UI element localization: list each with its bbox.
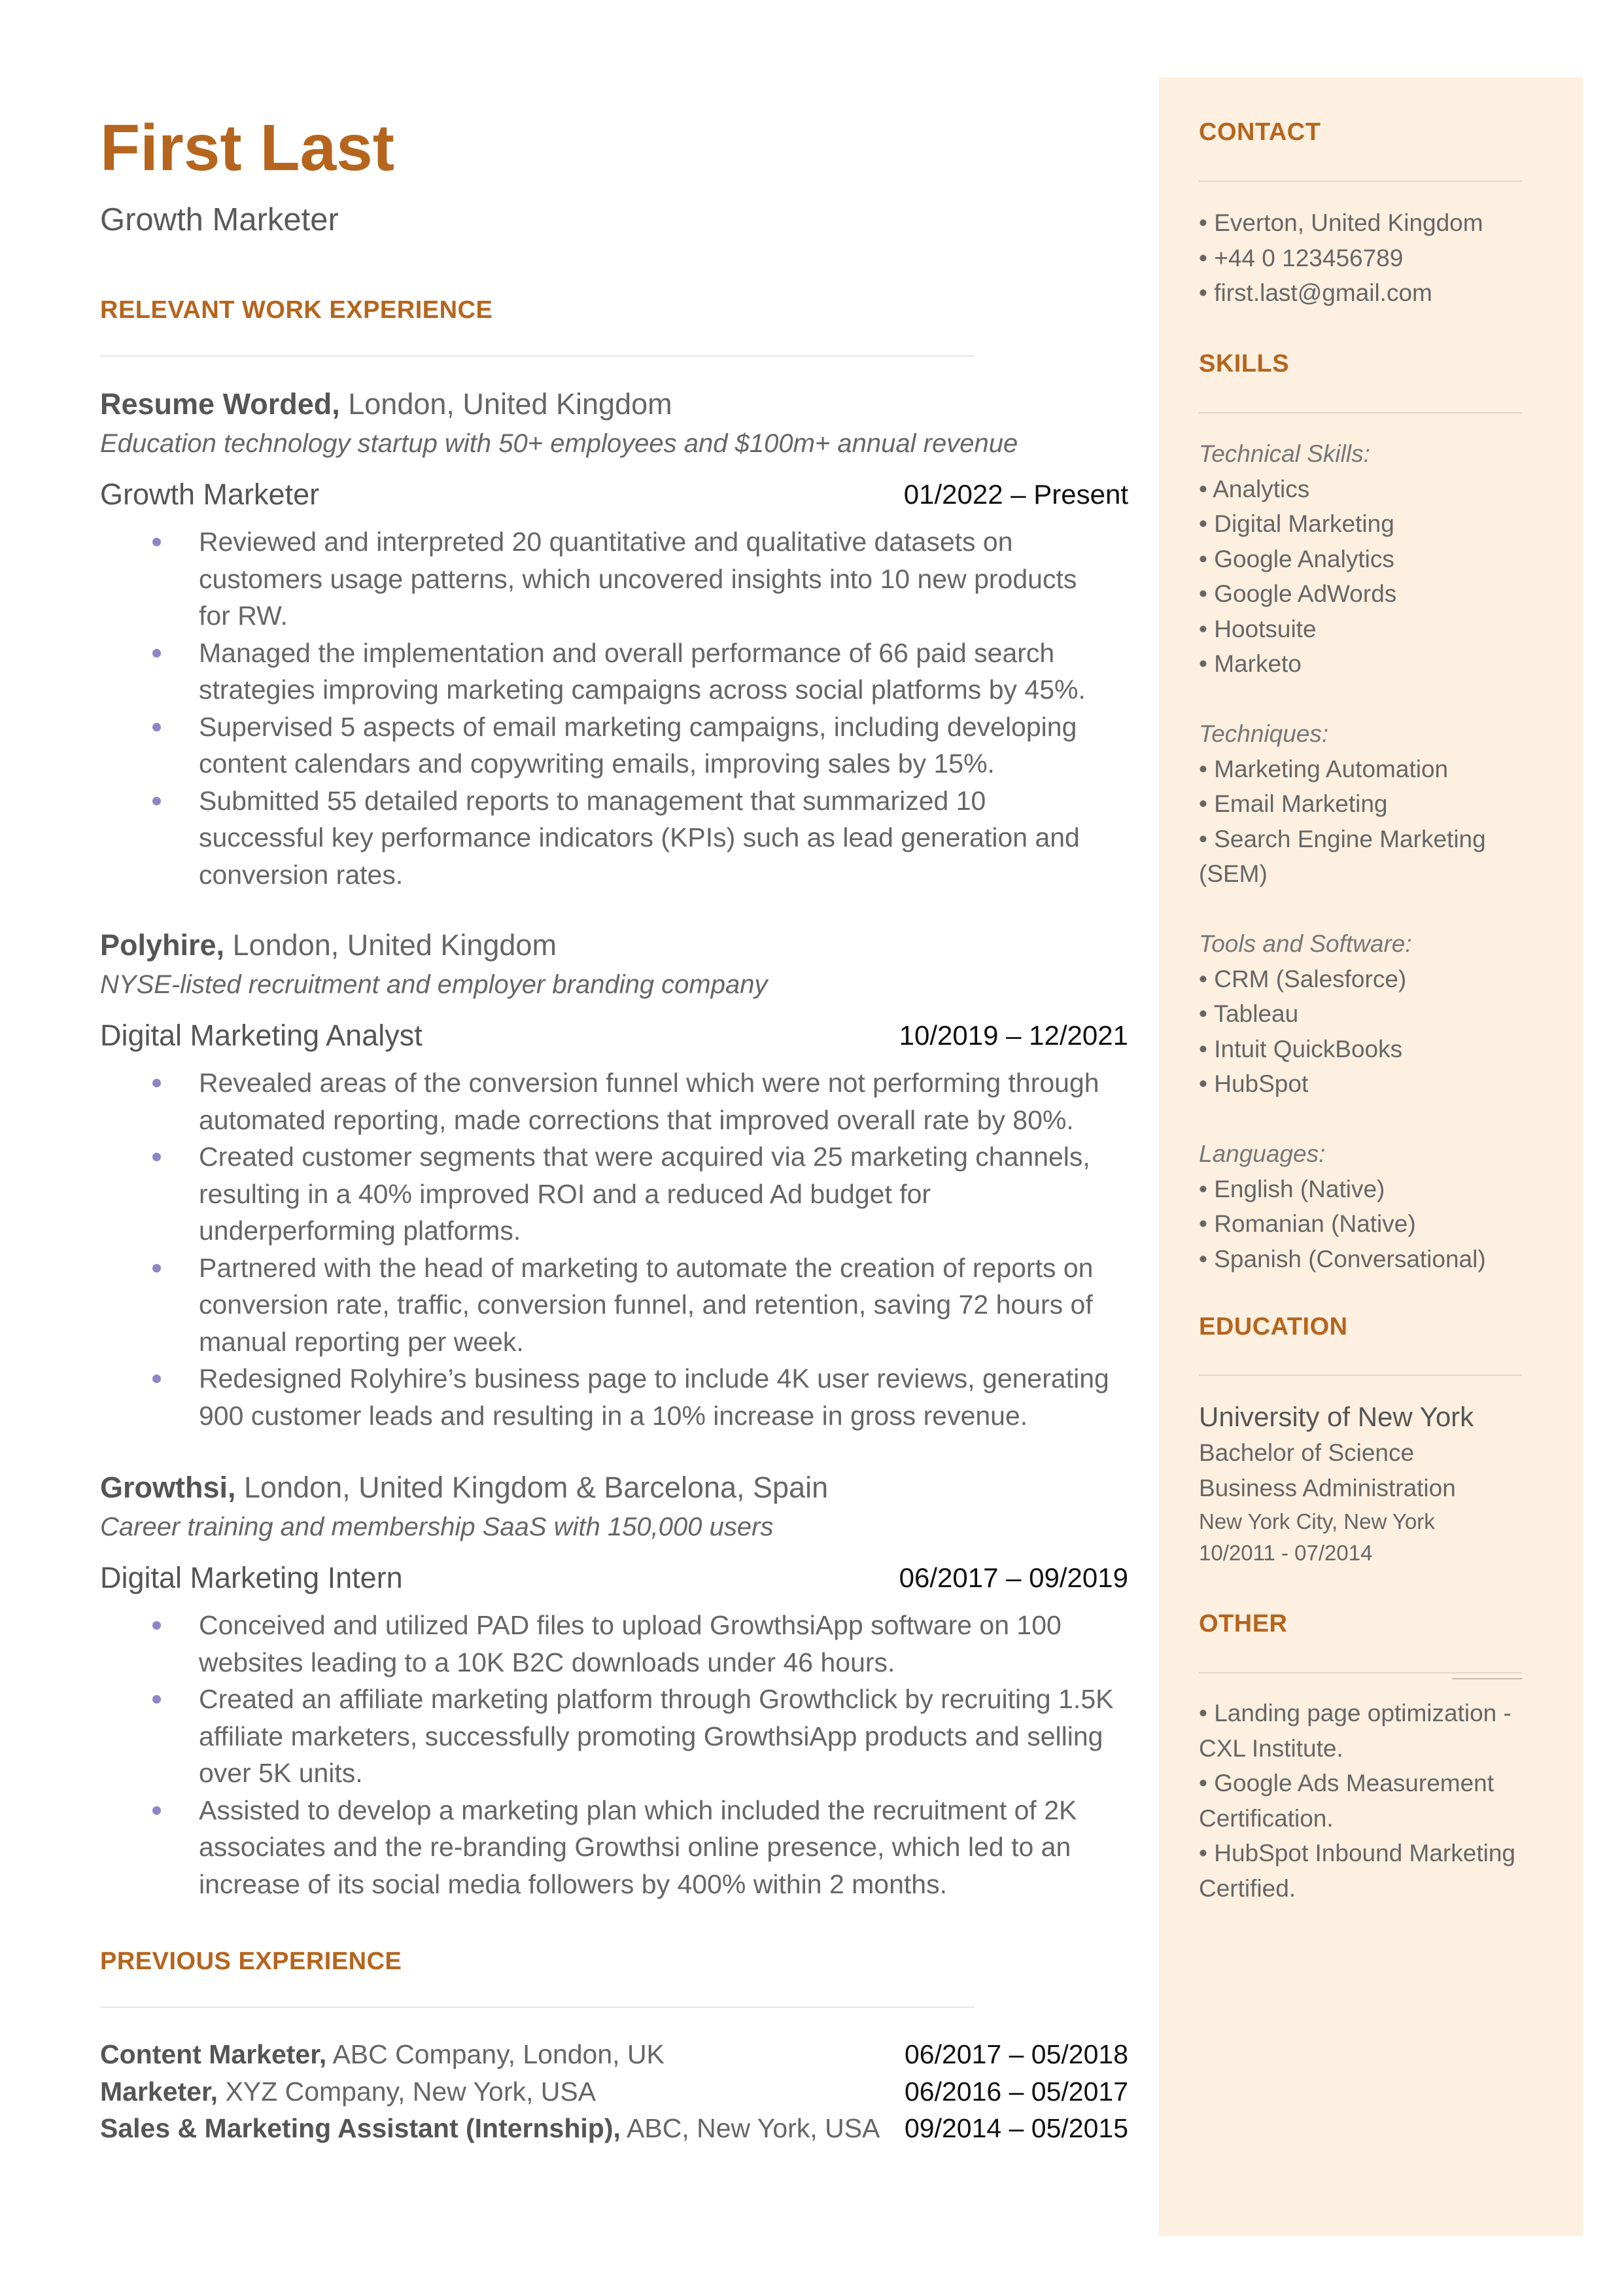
previous-role-dates: 06/2017 – 05/2018 (905, 2039, 1128, 2069)
skills-list (1199, 436, 1552, 1276)
company-line (100, 926, 1128, 965)
bullet-dot-icon (152, 1375, 161, 1383)
bullet-item: Created an affiliate marketing platform through Growthclick by recruiting 1.5K affiliate marketers, successfully promoting GrowthsiApp products and selling over 5K units. (100, 1681, 1128, 1792)
skills-category-label: Technical Skills: (1199, 440, 1370, 467)
company-line (100, 385, 1128, 424)
bullet-item: Managed the implementation and overall performance of 66 paid search strategies improving marketing campaigns across social platforms by 45%. (100, 635, 1128, 709)
company-description: Education technology startup with 50+ employees and $100m+ annual revenue (100, 429, 1018, 458)
company-location: London, United Kingdom (339, 387, 672, 421)
skill-item: • Spanish (Conversational) (1199, 1245, 1486, 1272)
section-divider (1199, 181, 1522, 182)
candidate-title: Growth Marketer (100, 202, 339, 237)
previous-role-row: Content Marketer, ABC Company, London, UK 06/2017 – 05/2018 (100, 2036, 1128, 2073)
skill-item: • Marketing Automation (1199, 755, 1449, 782)
skill-item: • Romanian (Native) (1199, 1210, 1416, 1237)
skills-category-label: Languages: (1199, 1140, 1326, 1167)
section-heading-work: RELEVANT WORK EXPERIENCE (100, 296, 493, 324)
other-item: • Google Ads Measurement (1199, 1770, 1494, 1796)
contact-list (1199, 205, 1552, 311)
skill-item: • Email Marketing (1199, 790, 1388, 817)
job-entry (100, 926, 1128, 1434)
education-location: New York City, New York (1199, 1509, 1435, 1533)
previous-experience-list (100, 2036, 1128, 2147)
job-role: Growth Marketer (100, 478, 320, 511)
bullet-item: Created customer segments that were acquired via 25 marketing channels, resulting in a 40% improved ROI and a reduced Ad budget for underperforming platforms. (100, 1138, 1128, 1250)
job-role: Digital Marketing Analyst (100, 1019, 423, 1052)
skill-item: • Google Analytics (1199, 545, 1394, 572)
bullet-dot-icon (152, 1264, 161, 1272)
skill-item: • Search Engine Marketing (1199, 825, 1486, 852)
skill-item: (SEM) (1199, 860, 1268, 887)
job-dates: 01/2022 – Present (903, 479, 1128, 510)
other-item-continued: CXL Institute. (1199, 1734, 1343, 1762)
section-heading-previous: PREVIOUS EXPERIENCE (100, 1948, 402, 1975)
section-heading-other: OTHER (1199, 1610, 1288, 1638)
education-dates: 10/2011 - 07/2014 (1199, 1541, 1373, 1565)
section-divider (1199, 412, 1522, 413)
section-divider (1199, 1375, 1522, 1376)
company-line (100, 1468, 1128, 1507)
other-item: • Landing page optimization - (1199, 1700, 1512, 1726)
previous-role-row: Sales & Marketing Assistant (Internship), ABC, New York, USA 09/2014 – 05/2015 (100, 2110, 1128, 2147)
skills-category-label: Tools and Software: (1199, 930, 1412, 957)
company-name: Polyhire, (100, 928, 225, 962)
skill-item: • Digital Marketing (1199, 510, 1394, 537)
candidate-name: First Last (100, 111, 395, 184)
bullet-dot-icon (152, 1621, 161, 1630)
bullet-item: Supervised 5 aspects of email marketing campaigns, including developing content calendars and copywriting emails, improving sales by 15%. (100, 709, 1128, 782)
skill-item: • CRM (Salesforce) (1199, 965, 1407, 992)
contact-email[interactable]: • first.last@gmail.com (1199, 279, 1432, 306)
other-item-continued: Certification. (1199, 1804, 1334, 1832)
skill-item: • Intuit QuickBooks (1199, 1035, 1403, 1062)
section-heading-education: EDUCATION (1199, 1313, 1348, 1340)
contact-location: • Everton, United Kingdom (1199, 209, 1483, 236)
bullet-dot-icon (152, 797, 161, 805)
contact-phone: • +44 0 123456789 (1199, 244, 1404, 272)
section-divider (100, 355, 975, 357)
bullet-dot-icon (152, 649, 161, 657)
bullet-dot-icon (152, 1695, 161, 1704)
job-dates: 10/2019 – 12/2021 (899, 1020, 1128, 1051)
bullet-item: Conceived and utilized PAD files to upload GrowthsiApp software on 100 websites leading to a 10K B2C downloads under 46 hours. (100, 1607, 1128, 1681)
bullet-dot-icon (152, 1153, 161, 1161)
bullet-dot-icon (152, 538, 161, 546)
education-entry (1199, 1399, 1552, 1569)
previous-role-dates: 06/2016 – 05/2017 (905, 2076, 1128, 2107)
skill-item: • Hootsuite (1199, 615, 1317, 642)
education-degree: Bachelor of Science (1199, 1439, 1415, 1466)
section-divider (100, 2006, 975, 2008)
previous-role-row: Marketer, XYZ Company, New York, USA 06/2016 – 05/2017 (100, 2073, 1128, 2111)
section-divider (1199, 1672, 1522, 1673)
other-item: • HubSpot Inbound Marketing (1199, 1840, 1515, 1866)
section-divider-accent (1452, 1678, 1522, 1679)
skill-item: • Tableau (1199, 1000, 1299, 1027)
company-location: London, United Kingdom (224, 928, 557, 962)
skill-item: • Marketo (1199, 650, 1302, 677)
company-name: Growthsi, (100, 1471, 236, 1504)
section-heading-skills: SKILLS (1199, 350, 1290, 377)
bullet-item: Submitted 55 detailed reports to management that summarized 10 successful key performance indicators (KPIs) such as lead generation and conversion rates. (100, 782, 1128, 894)
education-school: University of New York (1199, 1401, 1474, 1432)
bullet-dot-icon (152, 1806, 161, 1815)
skill-item: • English (Native) (1199, 1175, 1385, 1202)
skill-item: • HubSpot (1199, 1070, 1309, 1097)
job-role: Digital Marketing Intern (100, 1561, 403, 1594)
skill-item: • Analytics (1199, 475, 1310, 502)
section-heading-contact: CONTACT (1199, 118, 1321, 146)
company-location: London, United Kingdom & Barcelona, Spain (235, 1471, 829, 1504)
bullet-dot-icon (152, 723, 161, 731)
company-description: Career training and membership SaaS with 150,000 users (100, 1513, 774, 1541)
bullet-item: Assisted to develop a marketing plan which included the recruitment of 2K associates and the re-branding Growthsi online presence, which led to an increase of its social media followers by 400% within 2 months. (100, 1792, 1128, 1903)
job-entry (100, 385, 1128, 893)
previous-role-dates: 09/2014 – 05/2015 (905, 2113, 1128, 2143)
bullet-item: Reviewed and interpreted 20 quantitative and qualitative datasets on customers usage patterns, which uncovered insights into 10 new products for RW. (100, 523, 1128, 635)
company-description: NYSE-listed recruitment and employer branding company (100, 970, 768, 999)
skills-category-label: Techniques: (1199, 720, 1329, 747)
company-name: Resume Worded, (100, 387, 340, 421)
bullet-item: Revealed areas of the conversion funnel which were not performing through automated reporting, made corrections that improved overall rate by 80%. (100, 1064, 1128, 1138)
bullet-item: Redesigned Rolyhire’s business page to include 4K user reviews, generating 900 customer leads and resulting in a 10% increase in gross revenue. (100, 1360, 1128, 1434)
skill-item: • Google AdWords (1199, 580, 1397, 607)
education-major: Business Administration (1199, 1475, 1456, 1501)
other-item-continued: Certified. (1199, 1874, 1296, 1902)
job-entry (100, 1468, 1128, 1902)
bullet-dot-icon (152, 1079, 161, 1087)
bullet-item: Partnered with the head of marketing to automate the creation of reports on conversion rate, traffic, conversion funnel, and retention, saving 72 hours of manual reporting per week. (100, 1250, 1128, 1361)
other-list (1199, 1696, 1552, 1906)
job-dates: 06/2017 – 09/2019 (899, 1562, 1128, 1593)
